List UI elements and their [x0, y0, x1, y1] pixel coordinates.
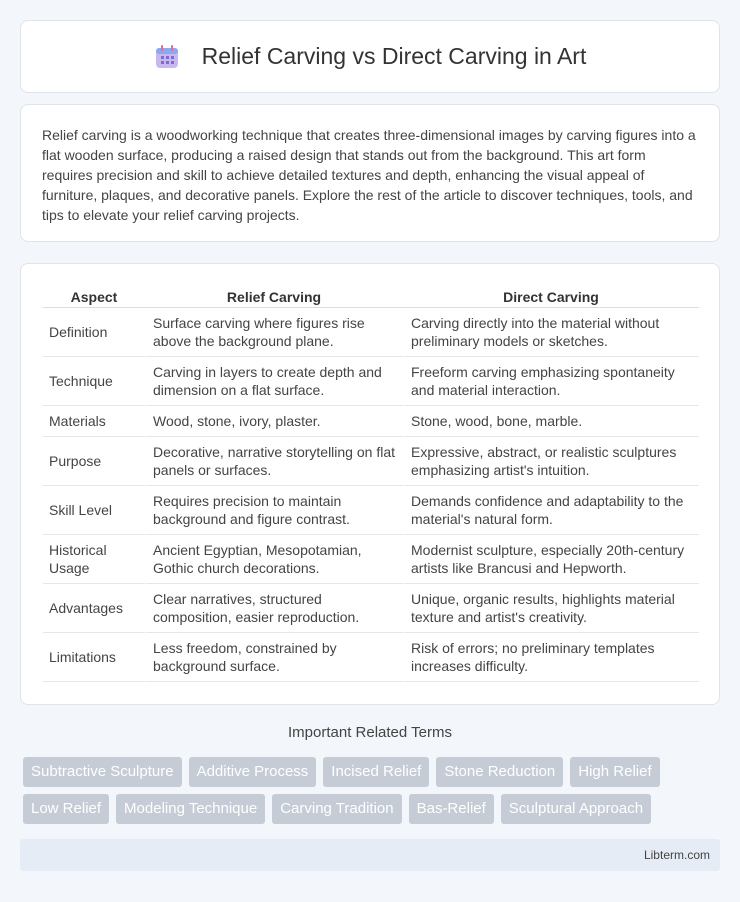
related-term-tag[interactable]: Low Relief [23, 794, 109, 824]
related-terms-title: Important Related Terms [288, 724, 452, 741]
table-row [43, 584, 699, 633]
cell-relief: Surface carving where figures rise above the background plane. [145, 308, 403, 357]
footer-bar [20, 839, 720, 871]
intro-paragraph: Relief carving is a woodworking technique that creates three-dimensional images by carving figures into a flat wooden surface, producing a raised design that stands out from the background. This art form requires precision and skill to achieve detailed textures and depth, enhancing the visual appeal of furniture, plaques, and decorative panels. Explore the rest of the article to discover techniques, tools, and tips to elevate your relief carving projects. [42, 127, 696, 223]
related-term-tag[interactable]: High Relief [570, 757, 659, 787]
table-row [43, 437, 699, 486]
related-term-tag[interactable]: Carving Tradition [272, 794, 401, 824]
cell-aspect: Definition [43, 308, 145, 357]
cell-aspect: Skill Level [43, 486, 145, 535]
cell-relief: Carving in layers to create depth and dimension on a flat surface. [145, 357, 403, 406]
comparison-card [20, 263, 720, 705]
table-row [43, 633, 699, 682]
cell-relief: Less freedom, constrained by background surface. [145, 633, 403, 682]
related-term-tag[interactable]: Sculptural Approach [501, 794, 651, 824]
cell-relief: Ancient Egyptian, Mesopotamian, Gothic church decorations. [145, 535, 403, 584]
related-term-tag[interactable]: Bas-Relief [409, 794, 494, 824]
related-term-tag[interactable]: Modeling Technique [116, 794, 265, 824]
cell-direct: Carving directly into the material without preliminary models or sketches. [403, 308, 699, 357]
related-terms-list [23, 757, 723, 824]
related-term-tag[interactable]: Incised Relief [323, 757, 429, 787]
comparison-table [43, 284, 699, 682]
table-row [43, 357, 699, 406]
cell-aspect: Limitations [43, 633, 145, 682]
header-relief: Relief Carving [145, 284, 403, 308]
cell-direct: Demands confidence and adaptability to the material's natural form. [403, 486, 699, 535]
cell-direct: Unique, organic results, highlights material texture and artist's creativity. [403, 584, 699, 633]
cell-aspect: Technique [43, 357, 145, 406]
table-row [43, 535, 699, 584]
cell-relief: Wood, stone, ivory, plaster. [145, 406, 403, 437]
header-direct: Direct Carving [403, 284, 699, 308]
intro-card [20, 104, 720, 242]
header-aspect: Aspect [43, 284, 145, 308]
cell-relief: Decorative, narrative storytelling on flat panels or surfaces. [145, 437, 403, 486]
cell-aspect: Advantages [43, 584, 145, 633]
table-row [43, 308, 699, 357]
cell-aspect: Materials [43, 406, 145, 437]
header-card [20, 20, 720, 93]
cell-relief: Clear narratives, structured composition, easier reproduction. [145, 584, 403, 633]
cell-aspect: Purpose [43, 437, 145, 486]
footer-site-link[interactable]: Libterm.com [643, 848, 710, 862]
table-header-row [43, 284, 699, 308]
table-row [43, 486, 699, 535]
related-term-tag[interactable]: Subtractive Sculpture [23, 757, 182, 787]
page-title: Relief Carving vs Direct Carving in Art [201, 43, 587, 69]
cell-aspect: Historical Usage [43, 535, 145, 584]
cell-direct: Modernist sculpture, especially 20th-century artists like Brancusi and Hepworth. [403, 535, 699, 584]
table-row [43, 406, 699, 437]
related-term-tag[interactable]: Stone Reduction [436, 757, 563, 787]
cell-relief: Requires precision to maintain background and figure contrast. [145, 486, 403, 535]
related-term-tag[interactable]: Additive Process [189, 757, 317, 787]
cell-direct: Freeform carving emphasizing spontaneity and material interaction. [403, 357, 699, 406]
cell-direct: Risk of errors; no preliminary templates increases difficulty. [403, 633, 699, 682]
calendar-icon [154, 44, 180, 70]
cell-direct: Expressive, abstract, or realistic sculptures emphasizing artist's intuition. [403, 437, 699, 486]
cell-direct: Stone, wood, bone, marble. [403, 406, 699, 437]
